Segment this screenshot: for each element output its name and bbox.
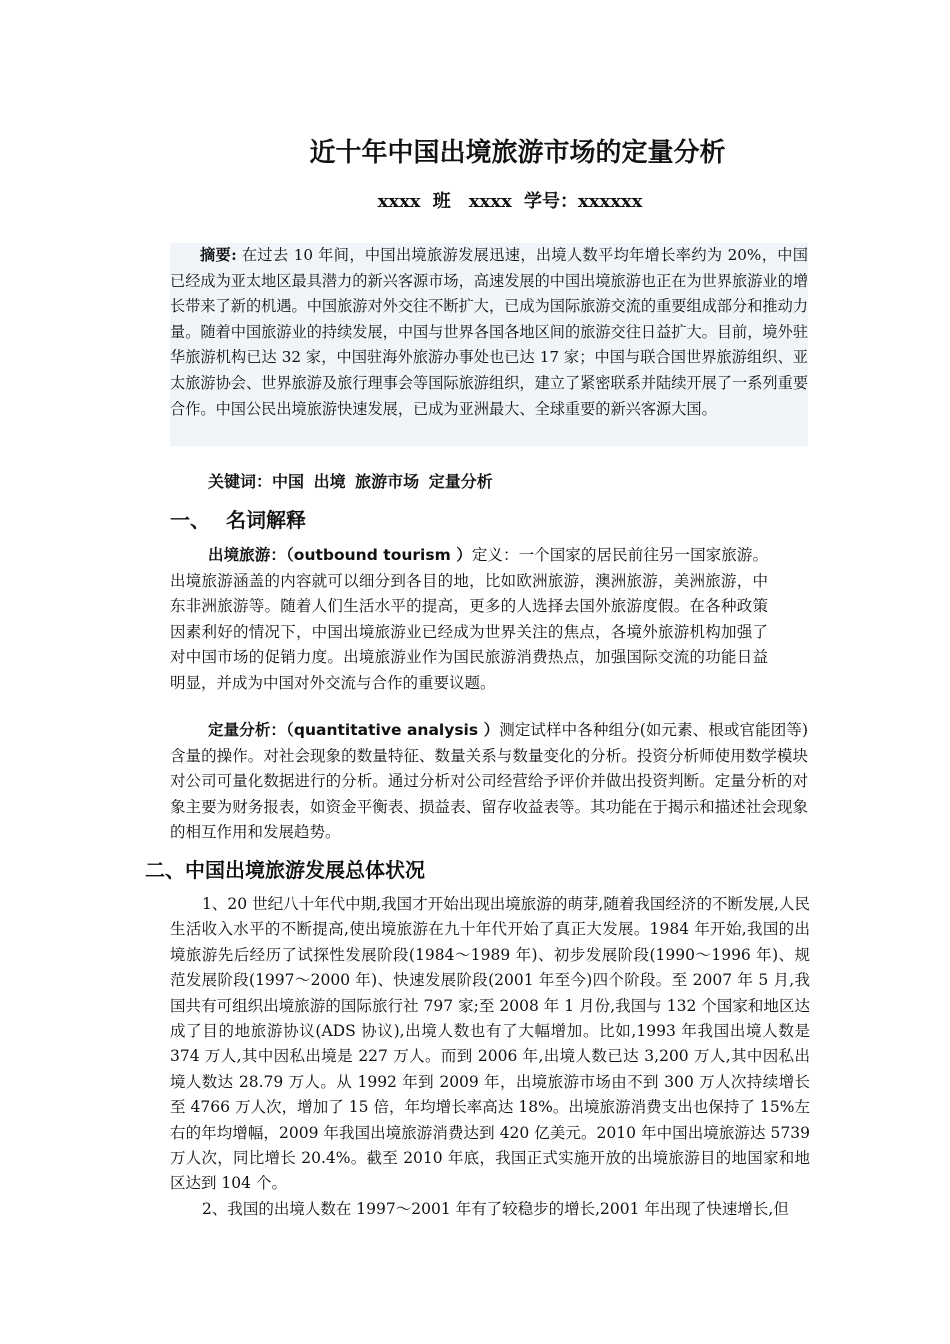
section-1-number: 一、 bbox=[170, 508, 210, 532]
section-1-heading bbox=[170, 504, 306, 533]
definition-quantitative-analysis bbox=[170, 718, 808, 846]
section-1-title: 名词解释 bbox=[226, 508, 306, 532]
body-paragraph-1: 1、20 世纪八十年代中期,我国才开始出现出境旅游的萌芽,随着我国经济的不断发展,人民生活收入水平的不断提高,使出境旅游在九十年代开始了真正大发展。1984 年开始,我国的出境旅游先后经历了试探性发展阶段(1984～1989 年)、初步发展阶段(1990～1996 年)、规范发展阶段(1997～2000 年)、快速发展阶段(2001 年至今)四个阶段。至 2007 年 5 月,我国共有可组织出境旅游的国际旅行社 797 家;至 2008 年 1 月份,我国与 132 个国家和地区达成了目的地旅游协议(ADS 协议),出境人数也有了大幅增加。比如,1993 年我国出境人数是 374 万人,其中因私出境是 227 万人。而到 2006 年,出境人数已达 3,200 万人,其中因私出境人数达 28.79 万人。从 1992 年到 2009 年，出境旅游市场由不到 300 万人次持续增长至 4766 万人次，增加了 15 倍，年均增长率高达 18%。出境旅游消费支出也保持了 15%左右的年均增幅，2009 年我国出境旅游消费达到 420 亿美元。2010 年中国出境旅游达 5739 万人次，同比增长 20.4%。截至 2010 年底，我国正式实施开放的出境旅游目的地国家和地区达到 104 个。 bbox=[170, 895, 810, 1193]
definition-paragraph bbox=[170, 718, 808, 846]
keywords-line: 关键词：中国 出境 旅游市场 定量分析 bbox=[208, 472, 493, 491]
abstract-paragraph bbox=[170, 243, 808, 422]
definition-text: 测定试样中各种组分(如元素、根或官能团等)含量的操作。对社会现象的数量特征、数量关系与数量变化的分析。投资分析师使用数学模块对公司可量化数据进行的分析。通过分析对公司经营给予评价并做出投资判断。定量分析的对象主要为财务报表，如资金平衡表、损益表、留存收益表等。其功能在于揭示和描述社会现象的相互作用和发展趋势。 bbox=[170, 721, 808, 841]
abstract-block bbox=[170, 243, 808, 446]
body-paragraph-2: 2、我国的出境人数在 1997～2001 年有了较稳步的增长,2001 年出现了快速增长,但 bbox=[202, 1199, 789, 1218]
abstract-label: 摘要: bbox=[200, 246, 237, 264]
author-line: xxxx 班 xxxx 学号：xxxxxx bbox=[377, 191, 643, 212]
definition-paragraph bbox=[170, 543, 768, 696]
definition-text: 定义：一个国家的居民前往另一国家旅游。出境旅游涵盖的内容就可以细分到各目的地，比如欧洲旅游，澳洲旅游，美洲旅游，中东非洲旅游等。随着人们生活水平的提高，更多的人选择去国外旅游度假。在各种政策因素利好的情况下，中国出境旅游业已经成为世界关注的焦点，各境外旅游机构加强了对中国市场的促销力度。出境旅游业作为国民旅游消费热点，加强国际交流的功能日益明显，并成为中国对外交流与合作的重要议题。 bbox=[170, 546, 768, 692]
definition-term: 定量分析：（quantitative analysis ） bbox=[208, 721, 500, 739]
section-2-heading: 二、中国出境旅游发展总体状况 bbox=[145, 858, 425, 882]
document-title: 近十年中国出境旅游市场的定量分析 bbox=[309, 138, 726, 168]
section-2-body bbox=[170, 892, 810, 1222]
definition-outbound-tourism bbox=[170, 543, 768, 696]
abstract-text: 在过去 10 年间，中国出境旅游发展迅速，出境人数平均年增长率约为 20%，中国已经成为亚太地区最具潜力的新兴客源市场，高速发展的中国出境旅游也正在为世界旅游业的增长带来了新的机遇。中国旅游对外交往不断扩大，已成为国际旅游交流的重要组成部分和推动力量。随着中国旅游业的持续发展，中国与世界各国各地区间的旅游交往日益扩大。目前，境外驻华旅游机构已达 32 家，中国驻海外旅游办事处也已达 17 家；中国与联合国世界旅游组织、亚太旅游协会、世界旅游及旅行理事会等国际旅游组织，建立了紧密联系并陆续开展了一系列重要合作。中国公民出境旅游快速发展，已成为亚洲最大、全球重要的新兴客源大国。 bbox=[170, 246, 808, 418]
definition-term: 出境旅游：（outbound tourism ） bbox=[208, 546, 472, 564]
